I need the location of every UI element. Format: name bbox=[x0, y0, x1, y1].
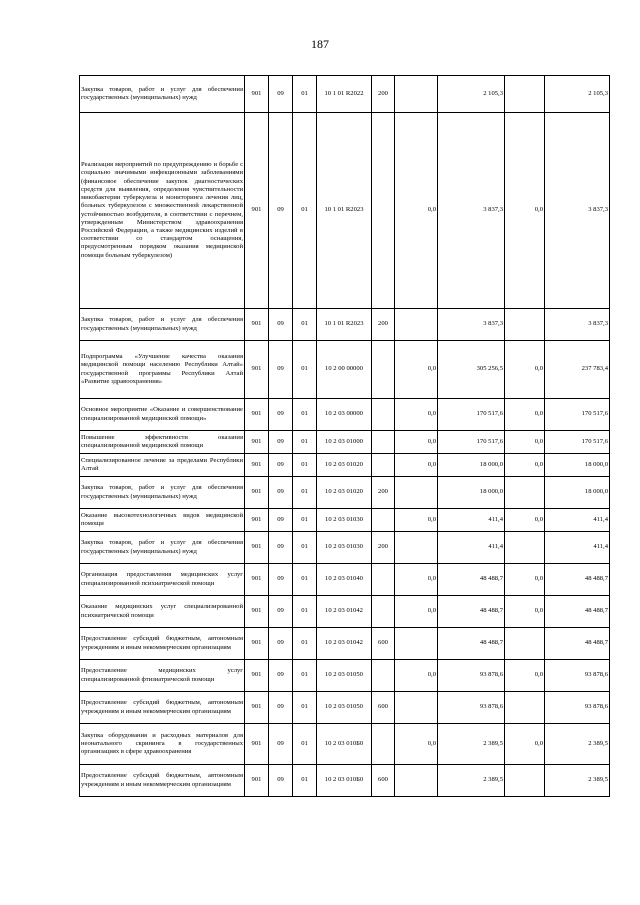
table-row bbox=[80, 399, 610, 431]
row-section-code: 09 bbox=[269, 765, 293, 797]
row-subsection-code: 01 bbox=[293, 341, 317, 399]
row-target-article: 10 2 03 00000 bbox=[317, 399, 372, 431]
row-amount-4: 237 783,4 bbox=[545, 341, 610, 399]
row-amount-4: 93 878,6 bbox=[545, 660, 610, 692]
row-amount-3 bbox=[505, 477, 545, 509]
row-target-article: 10 2 00 00000 bbox=[317, 341, 372, 399]
row-section-code: 09 bbox=[269, 477, 293, 509]
row-amount-3 bbox=[505, 76, 545, 113]
row-amount-2: 305 256,5 bbox=[438, 341, 505, 399]
row-target-article: 10 2 03 01050 bbox=[317, 660, 372, 692]
row-amount-3 bbox=[505, 692, 545, 724]
row-section-code: 09 bbox=[269, 399, 293, 431]
row-amount-1: 0,0 bbox=[395, 431, 438, 454]
row-target-article: 10 2 03 01040 bbox=[317, 564, 372, 596]
row-subsection-code: 01 bbox=[293, 765, 317, 797]
row-amount-3 bbox=[505, 309, 545, 341]
row-expense-type bbox=[372, 596, 395, 628]
row-grbs-code: 901 bbox=[245, 76, 269, 113]
row-subsection-code: 01 bbox=[293, 309, 317, 341]
row-target-article: 10 2 03 01030 bbox=[317, 509, 372, 532]
row-amount-1 bbox=[395, 477, 438, 509]
row-target-article: 10 1 01 R2023 bbox=[317, 309, 372, 341]
row-amount-3: 0,0 bbox=[505, 596, 545, 628]
row-subsection-code: 01 bbox=[293, 660, 317, 692]
row-grbs-code: 901 bbox=[245, 628, 269, 660]
row-target-article: 10 2 03 01042 bbox=[317, 596, 372, 628]
row-name: Закупка товаров, работ и услуг для обеспечения государственных (муниципальных) нужд bbox=[80, 76, 245, 113]
row-amount-2: 170 517,6 bbox=[438, 399, 505, 431]
row-section-code: 09 bbox=[269, 692, 293, 724]
row-amount-1 bbox=[395, 628, 438, 660]
row-name: Предоставление субсидий бюджетным, автономным учреждениям и иным некоммерческим организациям bbox=[80, 692, 245, 724]
row-expense-type: 600 bbox=[372, 628, 395, 660]
row-name: Реализация мероприятий по предупреждению и борьбе с социально значимыми инфекционными заболеваниями (финансовое обеспечение закупок диагностических средств для выявления, определения чувствительности микобактерии туберкулеза и мониторинга лечения лиц, больных туберкулезом с множественной лекарственной устойчивостью возбудителя, в соответствии с перечнем, утвержденным Министерством здравоохранения Российской Федерации, а также медицинских изделий в соответствии со стандартом оснащения, предусмотренным порядком оказания медицинской помощи больным туберкулезом) bbox=[80, 113, 245, 309]
row-grbs-code: 901 bbox=[245, 454, 269, 477]
row-amount-1: 0,0 bbox=[395, 399, 438, 431]
row-grbs-code: 901 bbox=[245, 724, 269, 765]
row-name: Специализированное лечение за пределами Республики Алтай bbox=[80, 454, 245, 477]
row-grbs-code: 901 bbox=[245, 564, 269, 596]
row-amount-2: 2 389,5 bbox=[438, 724, 505, 765]
row-amount-4: 3 837,3 bbox=[545, 309, 610, 341]
row-target-article: 10 2 03 010Б0 bbox=[317, 765, 372, 797]
row-amount-2: 48 488,7 bbox=[438, 628, 505, 660]
row-target-article: 10 2 03 01020 bbox=[317, 477, 372, 509]
row-amount-2: 48 488,7 bbox=[438, 596, 505, 628]
row-subsection-code: 01 bbox=[293, 628, 317, 660]
row-expense-type bbox=[372, 509, 395, 532]
row-section-code: 09 bbox=[269, 724, 293, 765]
row-name: Предоставление субсидий бюджетным, автономным учреждениям и иным некоммерческим организациям bbox=[80, 628, 245, 660]
row-amount-2: 93 878,6 bbox=[438, 660, 505, 692]
row-target-article: 10 2 03 01030 bbox=[317, 532, 372, 564]
row-target-article: 10 2 03 01020 bbox=[317, 454, 372, 477]
row-amount-1: 0,0 bbox=[395, 454, 438, 477]
row-name: Закупка товаров, работ и услуг для обеспечения государственных (муниципальных) нужд bbox=[80, 532, 245, 564]
row-amount-2: 2 105,3 bbox=[438, 76, 505, 113]
row-amount-4: 3 837,3 bbox=[545, 113, 610, 309]
table-row bbox=[80, 692, 610, 724]
table-row bbox=[80, 532, 610, 564]
row-amount-4: 18 000,0 bbox=[545, 477, 610, 509]
row-section-code: 09 bbox=[269, 564, 293, 596]
row-amount-3: 0,0 bbox=[505, 431, 545, 454]
row-grbs-code: 901 bbox=[245, 765, 269, 797]
row-expense-type bbox=[372, 341, 395, 399]
row-target-article: 10 2 03 01050 bbox=[317, 692, 372, 724]
row-section-code: 09 bbox=[269, 454, 293, 477]
row-subsection-code: 01 bbox=[293, 399, 317, 431]
row-grbs-code: 901 bbox=[245, 341, 269, 399]
row-name: Закупка оборудования и расходных материалов для неонатального скрининга в государственных организациях в сфере здравоохранения bbox=[80, 724, 245, 765]
row-grbs-code: 901 bbox=[245, 596, 269, 628]
row-subsection-code: 01 bbox=[293, 532, 317, 564]
row-amount-3: 0,0 bbox=[505, 113, 545, 309]
row-section-code: 09 bbox=[269, 509, 293, 532]
row-amount-4: 18 000,0 bbox=[545, 454, 610, 477]
row-subsection-code: 01 bbox=[293, 724, 317, 765]
row-amount-4: 48 488,7 bbox=[545, 628, 610, 660]
row-amount-2: 93 878,6 bbox=[438, 692, 505, 724]
row-amount-4: 411,4 bbox=[545, 509, 610, 532]
row-grbs-code: 901 bbox=[245, 532, 269, 564]
row-amount-2: 170 517,6 bbox=[438, 431, 505, 454]
row-amount-2: 18 000,0 bbox=[438, 477, 505, 509]
row-amount-2: 3 837,3 bbox=[438, 309, 505, 341]
table-row bbox=[80, 431, 610, 454]
row-amount-1: 0,0 bbox=[395, 509, 438, 532]
row-expense-type: 200 bbox=[372, 76, 395, 113]
table-row bbox=[80, 724, 610, 765]
row-amount-3 bbox=[505, 532, 545, 564]
row-name: Организация предоставления медицинских услуг специализированной психиатрической помощи bbox=[80, 564, 245, 596]
row-amount-4: 2 389,5 bbox=[545, 765, 610, 797]
row-subsection-code: 01 bbox=[293, 596, 317, 628]
table-row bbox=[80, 564, 610, 596]
row-name: Закупка товаров, работ и услуг для обеспечения государственных (муниципальных) нужд bbox=[80, 477, 245, 509]
table-row bbox=[80, 765, 610, 797]
row-grbs-code: 901 bbox=[245, 431, 269, 454]
budget-table bbox=[79, 75, 610, 797]
table-row bbox=[80, 660, 610, 692]
row-target-article: 10 2 03 01000 bbox=[317, 431, 372, 454]
table-row bbox=[80, 76, 610, 113]
row-grbs-code: 901 bbox=[245, 477, 269, 509]
row-grbs-code: 901 bbox=[245, 692, 269, 724]
row-amount-4: 2 389,5 bbox=[545, 724, 610, 765]
row-grbs-code: 901 bbox=[245, 113, 269, 309]
row-amount-3: 0,0 bbox=[505, 399, 545, 431]
row-amount-4: 2 105,3 bbox=[545, 76, 610, 113]
row-expense-type bbox=[372, 113, 395, 309]
row-expense-type: 200 bbox=[372, 477, 395, 509]
table-row bbox=[80, 454, 610, 477]
row-name: Предоставление субсидий бюджетным, автономным учреждениям и иным некоммерческим организациям bbox=[80, 765, 245, 797]
row-subsection-code: 01 bbox=[293, 692, 317, 724]
row-amount-2: 411,4 bbox=[438, 532, 505, 564]
row-amount-1 bbox=[395, 76, 438, 113]
row-amount-1: 0,0 bbox=[395, 341, 438, 399]
row-section-code: 09 bbox=[269, 309, 293, 341]
row-section-code: 09 bbox=[269, 341, 293, 399]
row-name: Основное мероприятие «Оказание и совершенствование специализированной медицинской помощи» bbox=[80, 399, 245, 431]
row-amount-3: 0,0 bbox=[505, 660, 545, 692]
row-amount-4: 411,4 bbox=[545, 532, 610, 564]
row-expense-type bbox=[372, 454, 395, 477]
row-amount-4: 93 878,6 bbox=[545, 692, 610, 724]
row-subsection-code: 01 bbox=[293, 509, 317, 532]
row-expense-type: 200 bbox=[372, 532, 395, 564]
row-amount-1: 0,0 bbox=[395, 564, 438, 596]
row-section-code: 09 bbox=[269, 113, 293, 309]
row-name: Повышение эффективности оказания специализированной медицинской помощи bbox=[80, 431, 245, 454]
row-expense-type: 600 bbox=[372, 692, 395, 724]
row-expense-type bbox=[372, 399, 395, 431]
row-grbs-code: 901 bbox=[245, 309, 269, 341]
row-amount-2: 18 000,0 bbox=[438, 454, 505, 477]
row-amount-4: 48 488,7 bbox=[545, 596, 610, 628]
row-amount-1: 0,0 bbox=[395, 724, 438, 765]
row-name: Предоставление медицинских услуг специализированной фтизиатрической помощи bbox=[80, 660, 245, 692]
row-amount-3: 0,0 bbox=[505, 509, 545, 532]
row-expense-type: 600 bbox=[372, 765, 395, 797]
row-subsection-code: 01 bbox=[293, 113, 317, 309]
row-name: Оказание высокотехнологичных видов медицинской помощи bbox=[80, 509, 245, 532]
page-number: 187 bbox=[311, 37, 329, 51]
row-expense-type bbox=[372, 431, 395, 454]
row-name: Оказание медицинских услуг специализированной психиатрической помощи bbox=[80, 596, 245, 628]
table-row bbox=[80, 309, 610, 341]
row-amount-4: 170 517,6 bbox=[545, 431, 610, 454]
table-row bbox=[80, 341, 610, 399]
row-expense-type bbox=[372, 564, 395, 596]
row-amount-2: 2 389,5 bbox=[438, 765, 505, 797]
row-subsection-code: 01 bbox=[293, 431, 317, 454]
table-row bbox=[80, 113, 610, 309]
row-grbs-code: 901 bbox=[245, 660, 269, 692]
row-amount-3 bbox=[505, 628, 545, 660]
row-amount-4: 48 488,7 bbox=[545, 564, 610, 596]
row-grbs-code: 901 bbox=[245, 399, 269, 431]
row-target-article: 10 1 01 R2023 bbox=[317, 113, 372, 309]
row-target-article: 10 2 03 01042 bbox=[317, 628, 372, 660]
row-expense-type bbox=[372, 724, 395, 765]
row-amount-1 bbox=[395, 309, 438, 341]
row-section-code: 09 bbox=[269, 431, 293, 454]
row-section-code: 09 bbox=[269, 596, 293, 628]
row-amount-3 bbox=[505, 765, 545, 797]
row-target-article: 10 1 01 R2022 bbox=[317, 76, 372, 113]
table-row bbox=[80, 596, 610, 628]
budget-table-body bbox=[80, 76, 610, 797]
row-subsection-code: 01 bbox=[293, 454, 317, 477]
row-amount-1 bbox=[395, 532, 438, 564]
row-amount-2: 48 488,7 bbox=[438, 564, 505, 596]
row-amount-2: 411,4 bbox=[438, 509, 505, 532]
row-subsection-code: 01 bbox=[293, 564, 317, 596]
row-amount-4: 170 517,6 bbox=[545, 399, 610, 431]
row-name: Закупка товаров, работ и услуг для обеспечения государственных (муниципальных) нужд bbox=[80, 309, 245, 341]
row-amount-2: 3 837,3 bbox=[438, 113, 505, 309]
row-expense-type: 200 bbox=[372, 309, 395, 341]
row-amount-1 bbox=[395, 765, 438, 797]
row-amount-3: 0,0 bbox=[505, 724, 545, 765]
row-expense-type bbox=[372, 660, 395, 692]
table-row bbox=[80, 477, 610, 509]
row-amount-1: 0,0 bbox=[395, 660, 438, 692]
row-section-code: 09 bbox=[269, 76, 293, 113]
table-row bbox=[80, 509, 610, 532]
row-subsection-code: 01 bbox=[293, 477, 317, 509]
row-section-code: 09 bbox=[269, 532, 293, 564]
row-grbs-code: 901 bbox=[245, 509, 269, 532]
row-amount-1 bbox=[395, 692, 438, 724]
row-amount-3: 0,0 bbox=[505, 341, 545, 399]
row-amount-1: 0,0 bbox=[395, 113, 438, 309]
row-target-article: 10 2 03 010Б0 bbox=[317, 724, 372, 765]
row-amount-1: 0,0 bbox=[395, 596, 438, 628]
row-name: Подпрограмма «Улучшение качества оказания медицинской помощи населению Республики Алтай» государственной программы Республики Алтай «Развитие здравоохранения» bbox=[80, 341, 245, 399]
row-section-code: 09 bbox=[269, 660, 293, 692]
row-section-code: 09 bbox=[269, 628, 293, 660]
row-amount-3: 0,0 bbox=[505, 454, 545, 477]
table-row bbox=[80, 628, 610, 660]
row-subsection-code: 01 bbox=[293, 76, 317, 113]
row-amount-3: 0,0 bbox=[505, 564, 545, 596]
